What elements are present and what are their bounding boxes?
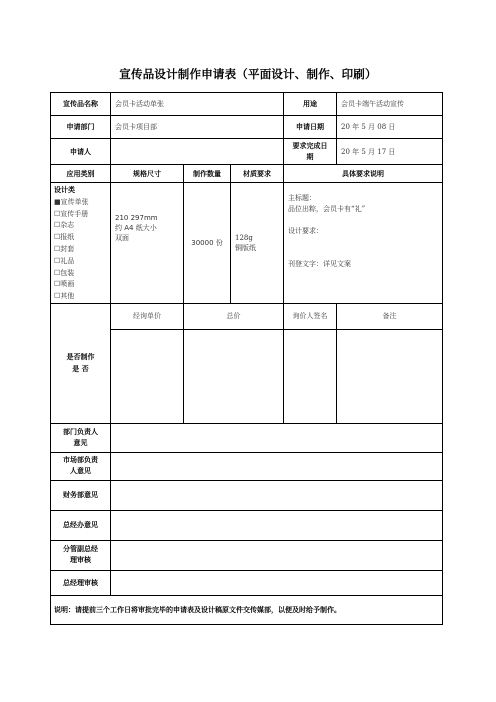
design-option-7[interactable] <box>54 268 110 280</box>
deadline-label: 要求完成日期 <box>284 139 337 165</box>
size-cell[interactable] <box>111 183 184 304</box>
header-quantity: 制作数量 <box>184 165 231 183</box>
material-line: 铜版纸 <box>235 243 256 252</box>
row-footer-note <box>51 595 443 624</box>
quoted-unit-price-header: 经询单价 <box>111 303 184 329</box>
row-design <box>51 183 443 304</box>
apply-date-label: 申请日期 <box>284 116 337 139</box>
material-line: 128g <box>235 233 253 242</box>
requirement-line: 主标题： <box>288 194 316 202</box>
design-option-label: 其他 <box>60 292 75 301</box>
approval-deputy-value[interactable] <box>111 540 443 570</box>
approval-dept-value[interactable] <box>111 423 443 452</box>
application-form-table <box>50 92 443 625</box>
design-option-8[interactable] <box>54 279 110 291</box>
apply-date-value[interactable]: 20 年 5 月 08 日 <box>337 116 443 139</box>
total-price-value[interactable] <box>184 329 284 423</box>
unchecked-box-icon[interactable]: ☐ <box>54 280 61 289</box>
unchecked-box-icon[interactable]: ☐ <box>54 233 61 242</box>
design-option-4[interactable] <box>54 232 110 244</box>
approval-label-line: 理审核 <box>70 556 91 565</box>
size-line: 210 297mm <box>115 214 158 222</box>
design-option-label: 喷画 <box>60 280 75 289</box>
row-column-headers <box>51 165 443 183</box>
unchecked-box-icon[interactable]: ☐ <box>54 292 61 301</box>
approval-label <box>51 540 111 570</box>
row-approval-dept <box>51 423 443 452</box>
approval-label <box>51 423 111 452</box>
row-approval-gm <box>51 570 443 595</box>
design-option-label: 宣传单张 <box>60 197 89 206</box>
unchecked-box-icon[interactable]: ☐ <box>54 221 61 230</box>
row-approval-deputy <box>51 540 443 570</box>
design-category-cell <box>51 183 111 304</box>
design-option-label: 包装 <box>60 268 75 277</box>
requirement-line <box>288 215 442 226</box>
purpose-value[interactable]: 会员卡端午活动宣传 <box>337 93 443 116</box>
material-cell[interactable] <box>231 183 284 304</box>
requirement-line <box>288 248 442 259</box>
requirements-cell[interactable] <box>284 183 443 304</box>
row-approval-finance <box>51 480 443 510</box>
approval-label: 财务部意见 <box>51 480 111 510</box>
size-line: 约 A4 纸大小 <box>115 224 157 232</box>
approval-label <box>51 452 111 480</box>
design-option-label: 封套 <box>60 244 75 253</box>
purpose-label: 用途 <box>284 93 337 116</box>
remarks-value[interactable] <box>337 329 443 423</box>
design-option-1[interactable] <box>54 197 110 209</box>
row-department <box>51 116 443 139</box>
approval-label: 总经办意见 <box>51 510 111 540</box>
inquirer-signature-header: 询价人签名 <box>284 303 337 329</box>
item-name-label: 宣传品名称 <box>51 93 111 116</box>
design-option-5[interactable] <box>54 244 110 256</box>
deadline-value[interactable]: 20 年 5 月 17 日 <box>337 139 443 165</box>
total-price-header: 总价 <box>184 303 284 329</box>
size-line: 双面 <box>115 234 129 242</box>
requirement-line: 设计要求： <box>288 227 323 235</box>
design-options-list <box>54 197 110 303</box>
approval-market-value[interactable] <box>111 452 443 480</box>
row-production-headers <box>51 303 443 329</box>
row-item-name <box>51 93 443 116</box>
requirement-line <box>288 237 442 248</box>
design-option-9[interactable] <box>54 291 110 303</box>
approval-label-line: 意见 <box>73 438 88 447</box>
row-approval-general <box>51 510 443 540</box>
unchecked-box-icon[interactable]: ☐ <box>54 244 61 253</box>
unchecked-box-icon[interactable]: ☐ <box>54 256 61 265</box>
form-title: 宣传品设计制作申请表（平面设计、制作、印刷） <box>119 67 377 81</box>
design-option-6[interactable] <box>54 256 110 268</box>
quantity-cell[interactable]: 30000 份 <box>184 183 231 304</box>
design-heading: 设计类 <box>54 186 75 194</box>
requirement-line: 刊登文字：详见文案 <box>288 260 351 268</box>
design-option-label: 宣传手册 <box>60 209 89 218</box>
header-size: 规格尺寸 <box>111 165 184 183</box>
department-label: 申请部门 <box>51 116 111 139</box>
row-applicant <box>51 139 443 165</box>
approval-label: 总经理审核 <box>51 570 111 595</box>
production-label-cell <box>51 303 111 423</box>
row-approval-market <box>51 452 443 480</box>
approval-general-value[interactable] <box>111 510 443 540</box>
design-option-label: 礼品 <box>60 256 75 265</box>
approval-gm-value[interactable] <box>111 570 443 595</box>
design-option-2[interactable] <box>54 209 110 221</box>
header-material: 材质要求 <box>231 165 284 183</box>
checked-box-icon[interactable]: ■ <box>54 197 61 206</box>
quoted-unit-price-value[interactable] <box>111 329 184 423</box>
applicant-label: 申请人 <box>51 139 111 165</box>
inquirer-signature-value[interactable] <box>284 329 337 423</box>
item-name-value[interactable]: 会员卡活动单张 <box>111 93 284 116</box>
approval-label-line: 人意见 <box>70 467 91 476</box>
approval-label-line: 分管副总经 <box>63 545 98 554</box>
design-option-label: 杂志 <box>60 221 75 230</box>
remarks-header: 备注 <box>337 303 443 329</box>
design-option-label: 报纸 <box>60 233 75 242</box>
header-details: 具体要求说明 <box>284 165 443 183</box>
production-label: 是否制作 <box>66 353 95 362</box>
approval-label-line: 市场部负责 <box>63 456 98 465</box>
requirement-line: 品位出粽，会员卡有“礼” <box>288 205 366 213</box>
production-yes-no[interactable]: 是 否 <box>72 365 89 374</box>
approval-label-line: 部门负责人 <box>63 427 98 436</box>
unchecked-box-icon[interactable]: ☐ <box>54 268 61 277</box>
header-category: 应用类别 <box>51 165 111 183</box>
design-option-3[interactable] <box>54 220 110 232</box>
unchecked-box-icon[interactable]: ☐ <box>54 209 61 218</box>
footer-note: 说明：请提前三个工作日将审批完毕的申请表及设计稿原文件交传媒部，以便及时给予制作。 <box>51 595 443 624</box>
department-value[interactable]: 会员卡项目部 <box>111 116 284 139</box>
approval-finance-value[interactable] <box>111 480 443 510</box>
applicant-value[interactable] <box>111 139 284 165</box>
